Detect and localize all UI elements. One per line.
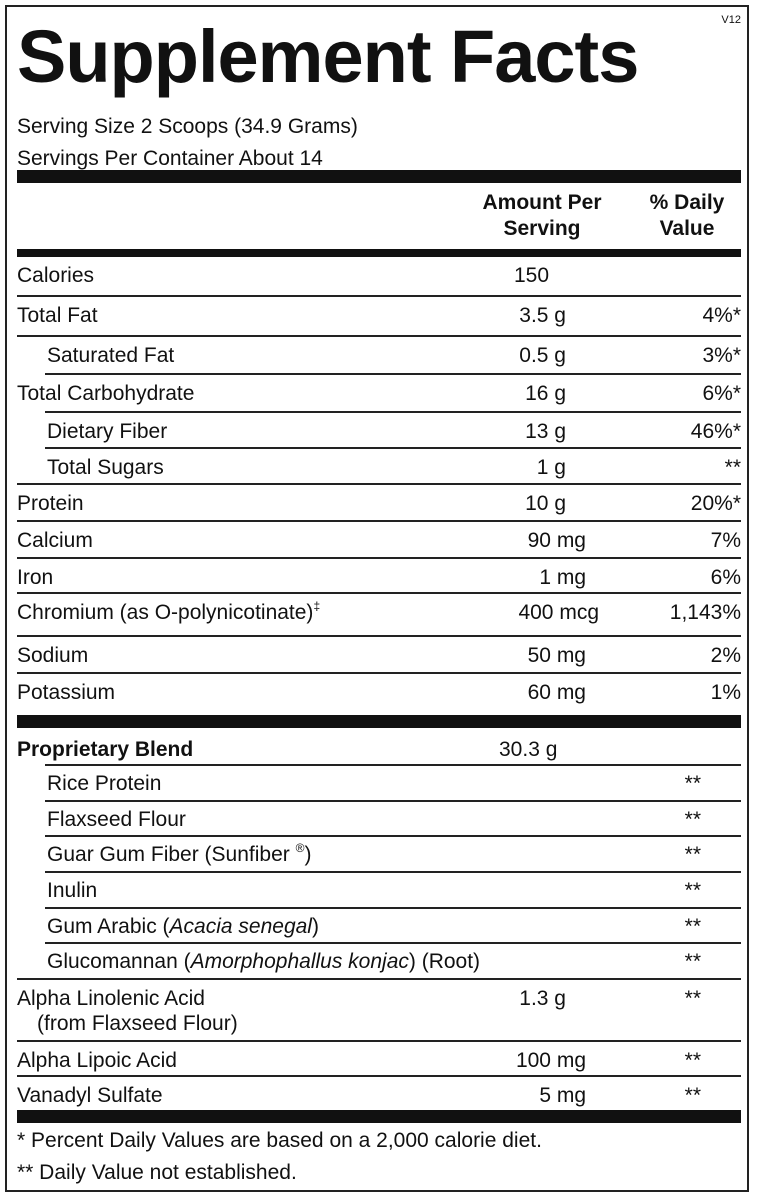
panel-title: Supplement Facts bbox=[17, 15, 639, 98]
footnotes bbox=[17, 1125, 542, 1189]
blend-ingredient-name: Glucomannan (Amorphophallus konjac) (Root) bbox=[47, 950, 481, 973]
amount-header-line1: Amount Per bbox=[482, 191, 602, 214]
nutrient-daily-value: 3%* bbox=[702, 344, 741, 367]
blend-ingredient-row bbox=[17, 909, 741, 944]
blend-ingredient-daily-value: ** bbox=[684, 772, 701, 795]
nutrient-name: Sodium bbox=[17, 644, 89, 667]
nutrient-name: Total Carbohydrate bbox=[17, 382, 195, 405]
nutrient-name: Protein bbox=[17, 492, 84, 515]
nutrient-row bbox=[17, 637, 741, 674]
nutrient-row bbox=[17, 449, 741, 485]
blend-ingredient-name: Guar Gum Fiber (Sunfiber ®) bbox=[47, 841, 312, 866]
blend-ingredient-row bbox=[17, 802, 741, 837]
blend-ingredient-daily-value: ** bbox=[684, 950, 701, 973]
nutrient-amount: 400 mcg bbox=[518, 601, 599, 624]
nutrient-row bbox=[17, 594, 741, 637]
supplement-facts-panel bbox=[5, 5, 749, 1192]
serving-info bbox=[17, 111, 358, 175]
blend-ingredient-name: Gum Arabic (Acacia senegal) bbox=[47, 915, 319, 938]
nutrient-name: Potassium bbox=[17, 681, 116, 704]
blend-ingredient-daily-value: ** bbox=[684, 808, 701, 831]
other-ingredient-amount: 1.3 g bbox=[519, 987, 566, 1010]
nutrient-name: Total Sugars bbox=[47, 456, 164, 479]
version-code: V12 bbox=[721, 14, 741, 26]
nutrient-amount: 1 g bbox=[536, 456, 566, 479]
other-ingredient-name: Vanadyl Sulfate bbox=[17, 1084, 163, 1107]
nutrient-row bbox=[17, 257, 741, 297]
thick-divider bbox=[17, 170, 741, 183]
nutrient-daily-value: 4%* bbox=[702, 304, 741, 327]
nutrient-row bbox=[17, 522, 741, 559]
nutrient-amount: 13 g bbox=[525, 420, 566, 443]
dv-header-line1: % Daily bbox=[649, 191, 725, 214]
amount-header-line2: Serving bbox=[503, 217, 581, 240]
other-ingredient-row bbox=[17, 980, 741, 1042]
serving-size: Serving Size 2 Scoops (34.9 Grams) bbox=[17, 115, 358, 138]
proprietary-blend-row bbox=[17, 728, 741, 766]
nutrient-name: Iron bbox=[17, 566, 54, 589]
nutrient-name: Dietary Fiber bbox=[47, 420, 168, 443]
nutrient-daily-value: 7% bbox=[710, 529, 741, 552]
nutrient-name: Saturated Fat bbox=[47, 344, 175, 367]
other-ingredient-name: Alpha Linolenic Acid bbox=[17, 987, 205, 1010]
footnote-mark: ‡ bbox=[313, 599, 321, 613]
nutrient-daily-value: 2% bbox=[710, 644, 741, 667]
nutrient-name: Calcium bbox=[17, 529, 93, 552]
blend-ingredient-name: Rice Protein bbox=[47, 772, 162, 795]
footnote-not-established: ** Daily Value not established. bbox=[17, 1161, 297, 1184]
blend-ingredient-name: Flaxseed Flour bbox=[47, 808, 186, 831]
nutrient-daily-value: 6%* bbox=[702, 382, 741, 405]
registered-mark: ® bbox=[295, 841, 305, 855]
blend-ingredient-row bbox=[17, 873, 741, 909]
nutrient-amount: 50 mg bbox=[527, 644, 586, 667]
nutrient-daily-value: 1% bbox=[710, 681, 741, 704]
nutrient-daily-value: 1,143% bbox=[669, 601, 741, 624]
nutrient-row bbox=[17, 485, 741, 522]
dv-header-line2: Value bbox=[659, 217, 715, 240]
blend-ingredient-daily-value: ** bbox=[684, 843, 701, 866]
botanical-name: Acacia senegal bbox=[169, 915, 312, 938]
botanical-name: Amorphophallus konjac bbox=[190, 950, 409, 973]
blend-ingredient-daily-value: ** bbox=[684, 879, 701, 902]
blend-amount: 30.3 g bbox=[499, 738, 558, 761]
amount-per-serving-header bbox=[462, 190, 622, 242]
nutrient-amount: 60 mg bbox=[527, 681, 586, 704]
other-ingredient-daily-value: ** bbox=[684, 987, 701, 1010]
blend-name: Proprietary Blend bbox=[17, 738, 194, 761]
nutrient-row bbox=[17, 375, 741, 413]
nutrient-amount: 3.5 g bbox=[519, 304, 566, 327]
blend-ingredient-row bbox=[17, 944, 741, 980]
nutrient-row bbox=[17, 559, 741, 594]
thick-divider bbox=[17, 715, 741, 728]
nutrient-amount: 150 bbox=[514, 264, 550, 287]
other-ingredient-source: (from Flaxseed Flour) bbox=[37, 1012, 238, 1035]
nutrient-amount: 10 g bbox=[525, 492, 566, 515]
nutrient-daily-value: 46%* bbox=[690, 420, 741, 443]
medium-divider bbox=[17, 249, 741, 257]
other-ingredient-row bbox=[17, 1042, 741, 1077]
other-ingredient-name: Alpha Lipoic Acid bbox=[17, 1049, 177, 1072]
nutrient-daily-value: 20%* bbox=[690, 492, 741, 515]
nutrient-amount: 16 g bbox=[525, 382, 566, 405]
other-ingredient-row bbox=[17, 1077, 741, 1110]
nutrient-amount: 1 mg bbox=[539, 566, 586, 589]
other-ingredient-daily-value: ** bbox=[684, 1049, 701, 1072]
nutrient-daily-value: 6% bbox=[710, 566, 741, 589]
nutrient-row bbox=[17, 674, 741, 711]
nutrient-row bbox=[17, 337, 741, 375]
nutrient-row bbox=[17, 413, 741, 449]
servings-per-container: Servings Per Container About 14 bbox=[17, 147, 323, 170]
thick-divider bbox=[17, 1110, 741, 1123]
nutrient-name: Chromium (as O-polynicotinate)‡ bbox=[17, 599, 321, 624]
nutrient-name: Total Fat bbox=[17, 304, 98, 327]
nutrient-row bbox=[17, 297, 741, 337]
footnote-dv: * Percent Daily Values are based on a 2,000 calorie diet. bbox=[17, 1129, 542, 1152]
blend-ingredient-row bbox=[17, 766, 741, 802]
nutrient-name: Calories bbox=[17, 264, 95, 287]
daily-value-header bbox=[637, 190, 737, 242]
nutrient-daily-value: ** bbox=[724, 456, 741, 479]
nutrient-amount: 0.5 g bbox=[519, 344, 566, 367]
blend-ingredient-name: Inulin bbox=[47, 879, 98, 902]
other-ingredient-daily-value: ** bbox=[684, 1084, 701, 1107]
other-ingredient-amount: 5 mg bbox=[539, 1084, 586, 1107]
blend-ingredient-row bbox=[17, 837, 741, 873]
nutrient-amount: 90 mg bbox=[527, 529, 586, 552]
blend-ingredient-daily-value: ** bbox=[684, 915, 701, 938]
other-ingredient-amount: 100 mg bbox=[515, 1049, 586, 1072]
